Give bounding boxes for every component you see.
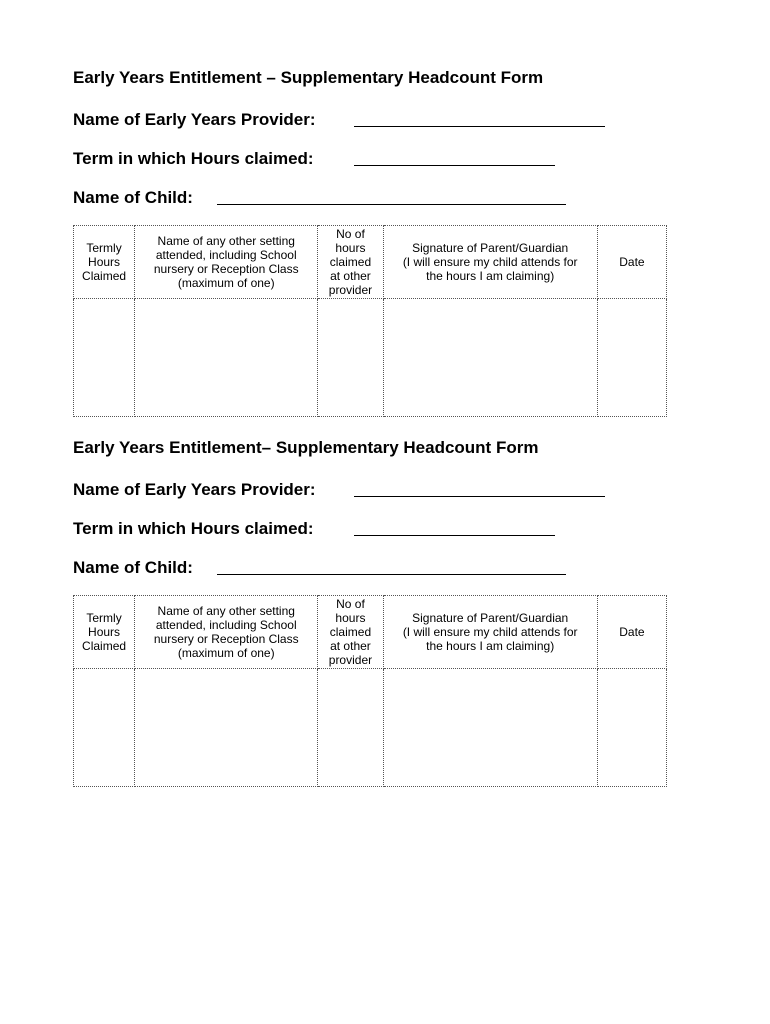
cell-signature[interactable] [383,669,597,787]
cell-hours-other-provider[interactable] [318,299,383,417]
term-label: Term in which Hours claimed: [73,519,314,538]
provider-name-field[interactable] [354,496,605,497]
cell-date[interactable] [597,299,666,417]
cell-other-setting[interactable] [135,299,318,417]
table-header-row [74,596,667,669]
child-label: Name of Child: [73,558,193,577]
header-signature: Signature of Parent/Guardian (I will ensure my child attends for the hours I am claiming) [383,596,597,669]
table-header-row [74,226,667,299]
cell-date[interactable] [597,669,666,787]
headcount-table [73,225,667,417]
header-termly-hours: Termly Hours Claimed [74,226,135,299]
header-signature: Signature of Parent/Guardian (I will ensure my child attends for the hours I am claiming) [383,226,597,299]
form-title: Early Years Entitlement – Supplementary Headcount Form [73,68,544,87]
header-termly-hours: Termly Hours Claimed [74,596,135,669]
cell-hours-other-provider[interactable] [318,669,383,787]
table-row [74,299,667,417]
term-field[interactable] [354,165,555,166]
form-title: Early Years Entitlement– Supplementary Headcount Form [73,438,539,457]
header-date: Date [597,226,666,299]
header-hours-other-provider: No of hours claimed at other provider [318,596,383,669]
header-date: Date [597,596,666,669]
provider-label: Name of Early Years Provider: [73,480,316,499]
child-name-field[interactable] [217,204,566,205]
provider-name-field[interactable] [354,126,605,127]
cell-termly-hours[interactable] [74,299,135,417]
cell-other-setting[interactable] [135,669,318,787]
table-row [74,669,667,787]
cell-signature[interactable] [383,299,597,417]
header-hours-other-provider: No of hours claimed at other provider [318,226,383,299]
provider-label: Name of Early Years Provider: [73,110,316,129]
term-label: Term in which Hours claimed: [73,149,314,168]
header-other-setting: Name of any other setting attended, including School nursery or Reception Class (maximum of one) [135,596,318,669]
headcount-table [73,595,667,787]
header-other-setting: Name of any other setting attended, including School nursery or Reception Class (maximum of one) [135,226,318,299]
child-label: Name of Child: [73,188,193,207]
child-name-field[interactable] [217,574,566,575]
term-field[interactable] [354,535,555,536]
cell-termly-hours[interactable] [74,669,135,787]
